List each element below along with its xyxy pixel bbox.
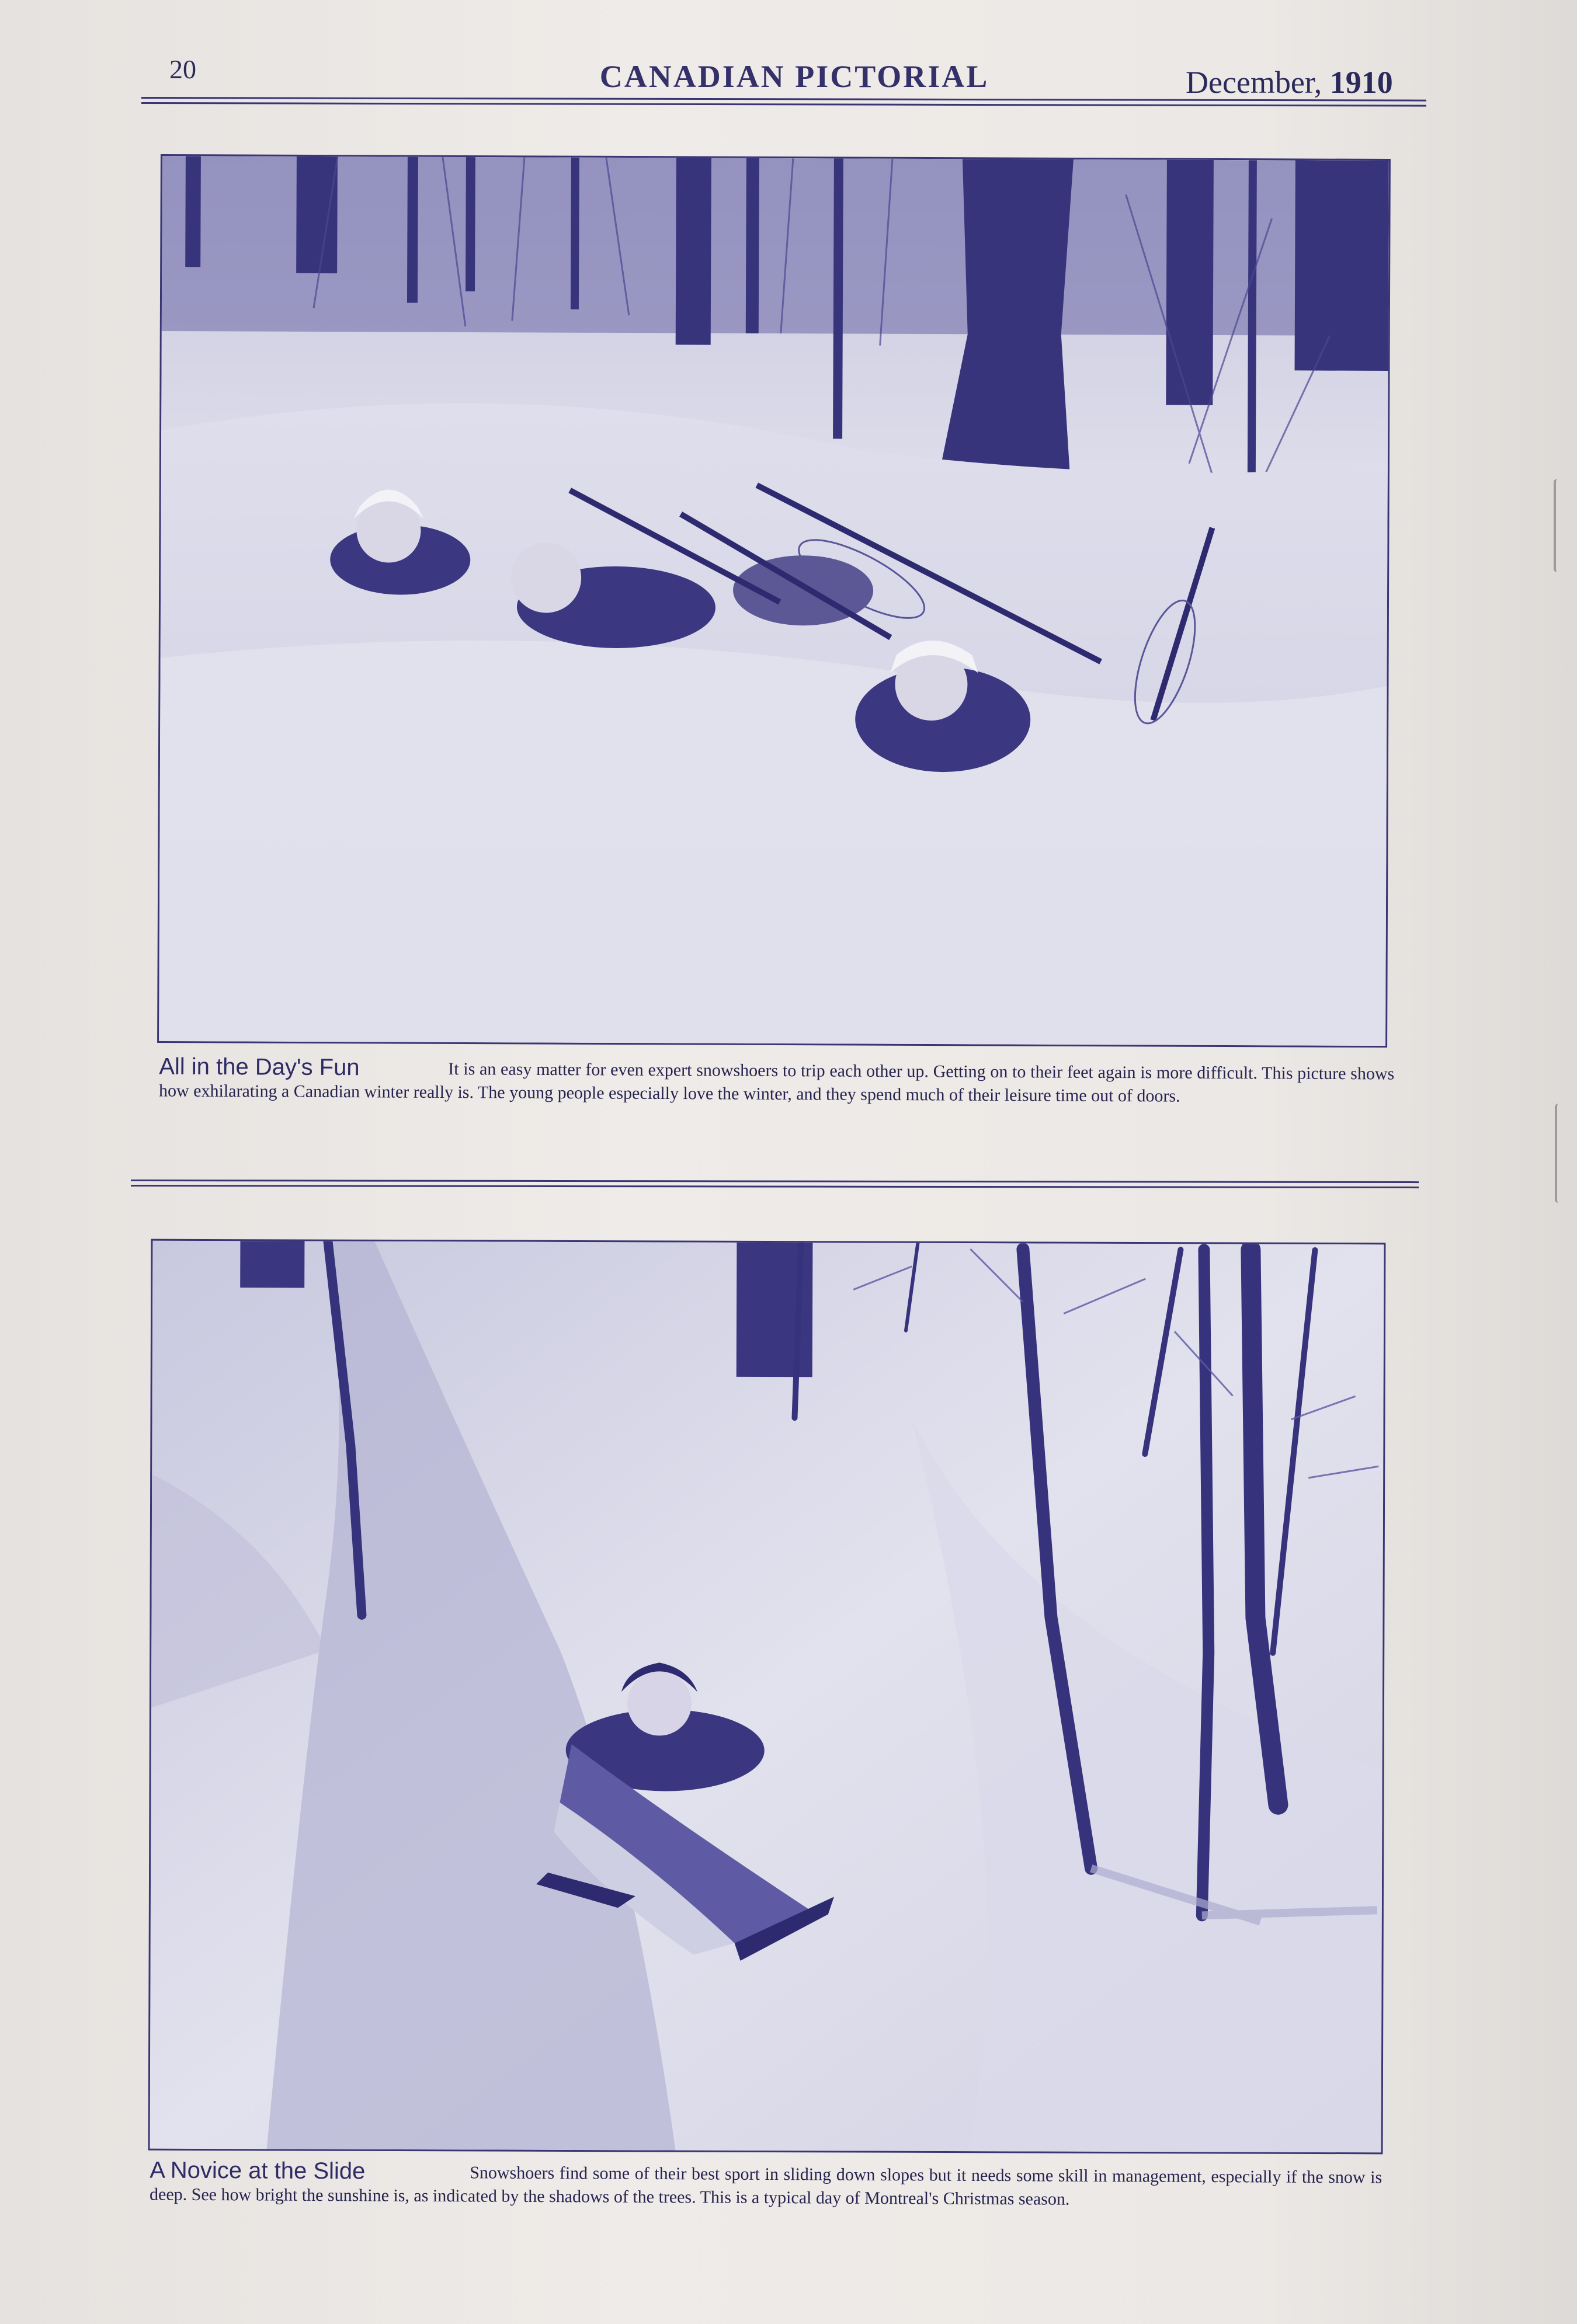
photo-novice-sliding — [148, 1239, 1386, 2155]
issue-date — [1186, 64, 1393, 100]
issue-date-year: 1910 — [1329, 65, 1393, 100]
caption-2-text: Snowshoers find some of their best sport in sliding down slopes but it needs some skill in management, especially if the snow is deep. See how bright the sunshine is, as indicated by the shadows of the trees. This is a typical day of Montreal's Christmas season. — [149, 2163, 1383, 2209]
page-number: 20 — [169, 54, 196, 84]
caption-2-title: A Novice at the Slide — [150, 2157, 366, 2184]
caption-1 — [159, 1053, 1395, 1142]
caption-1-title: All in the Day's Fun — [159, 1053, 360, 1081]
issue-date-month: December, — [1186, 65, 1322, 100]
publication-title: CANADIAN PICTORIAL — [599, 59, 989, 94]
caption-2 — [150, 2157, 1383, 2245]
section-divider-rule — [131, 1180, 1419, 1188]
binding-staple — [1554, 479, 1562, 572]
photo-snowshoers-fallen — [157, 154, 1391, 1048]
caption-1-text: It is an easy matter for even expert snowshoers to trip each other up. Getting on to their feet again is more difficult. This picture shows how exhilarating a Canadian winter really is. The young people especially love the winter, and they spend much of their leisure time out of doors. — [158, 1059, 1395, 1106]
binding-staple — [1555, 1104, 1563, 1203]
